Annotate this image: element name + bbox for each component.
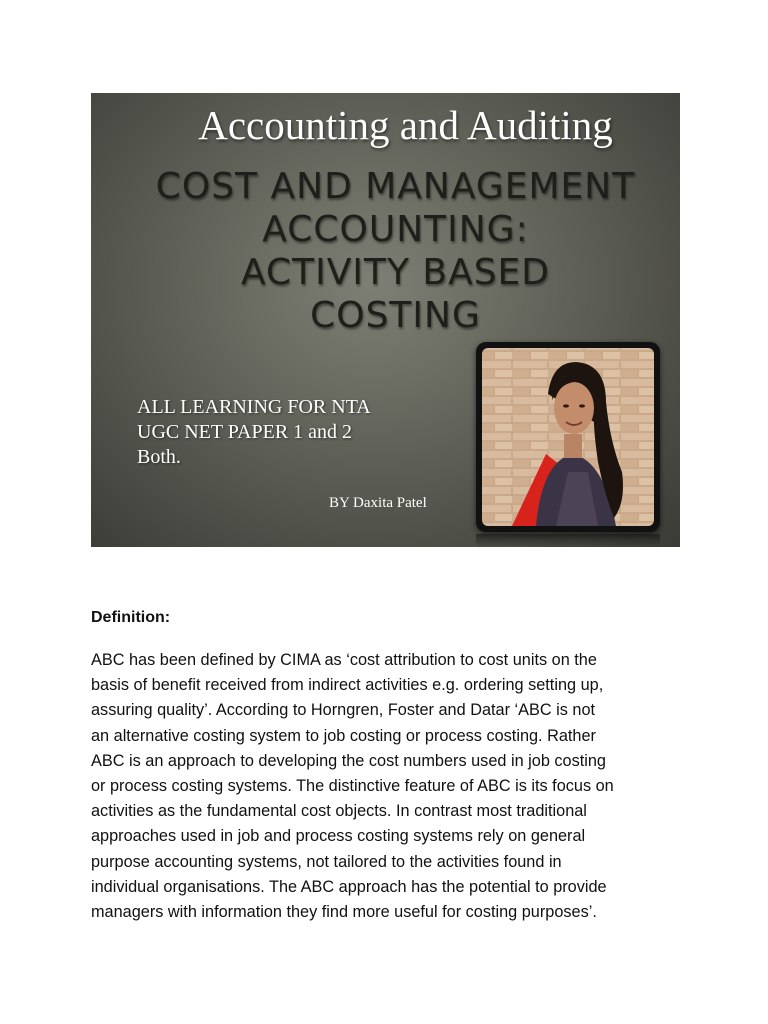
- portrait-photo-icon: [476, 342, 660, 532]
- banner-subtitle-line: COST AND MANAGEMENT: [155, 166, 636, 207]
- photo-reflection: [476, 534, 660, 547]
- paragraph-line: managers with information they find more useful for costing purposes’.: [91, 903, 597, 922]
- banner-subtitle: [91, 165, 680, 337]
- paragraph-line: approaches used in job and process costing systems rely on general: [91, 827, 586, 846]
- definition-heading: Definition:: [91, 609, 171, 626]
- banner-learning-line: ALL LEARNING FOR NTA: [137, 396, 371, 418]
- banner-author: BY Daxita Patel: [329, 495, 427, 511]
- banner-subtitle-line: COSTING: [310, 295, 481, 336]
- paragraph-line: purpose accounting systems, not tailored to the activities found in: [91, 852, 562, 871]
- banner-title: Accounting and Auditing: [198, 102, 613, 148]
- banner-learning-text: [137, 395, 371, 470]
- banner-subtitle-line: ACCOUNTING:: [262, 209, 529, 250]
- paragraph-line: activities as the fundamental cost objects. In contrast most traditional: [91, 802, 587, 821]
- banner-learning-line: UGC NET PAPER 1 and 2: [137, 421, 353, 443]
- banner-learning-line: Both.: [137, 446, 181, 468]
- paragraph-line: ABC is an approach to developing the cost numbers used in job costing: [91, 751, 606, 770]
- definition-paragraph: [91, 648, 691, 925]
- cover-banner: [91, 93, 680, 547]
- paragraph-line: an alternative costing system to job costing or process costing. Rather: [91, 726, 596, 745]
- document-body: [91, 606, 691, 925]
- paragraph-line: basis of benefit received from indirect activities e.g. ordering setting up,: [91, 676, 604, 695]
- paragraph-line: individual organisations. The ABC approach has the potential to provide: [91, 877, 607, 896]
- paragraph-line: or process costing systems. The distinctive feature of ABC is its focus on: [91, 777, 614, 796]
- paragraph-line: ABC has been defined by CIMA as ‘cost attribution to cost units on the: [91, 651, 597, 669]
- paragraph-line: assuring quality’. According to Horngren, Foster and Datar ‘ABC is not: [91, 701, 596, 720]
- banner-subtitle-line: ACTIVITY BASED: [240, 252, 551, 293]
- portrait-photo-svg: [476, 342, 660, 532]
